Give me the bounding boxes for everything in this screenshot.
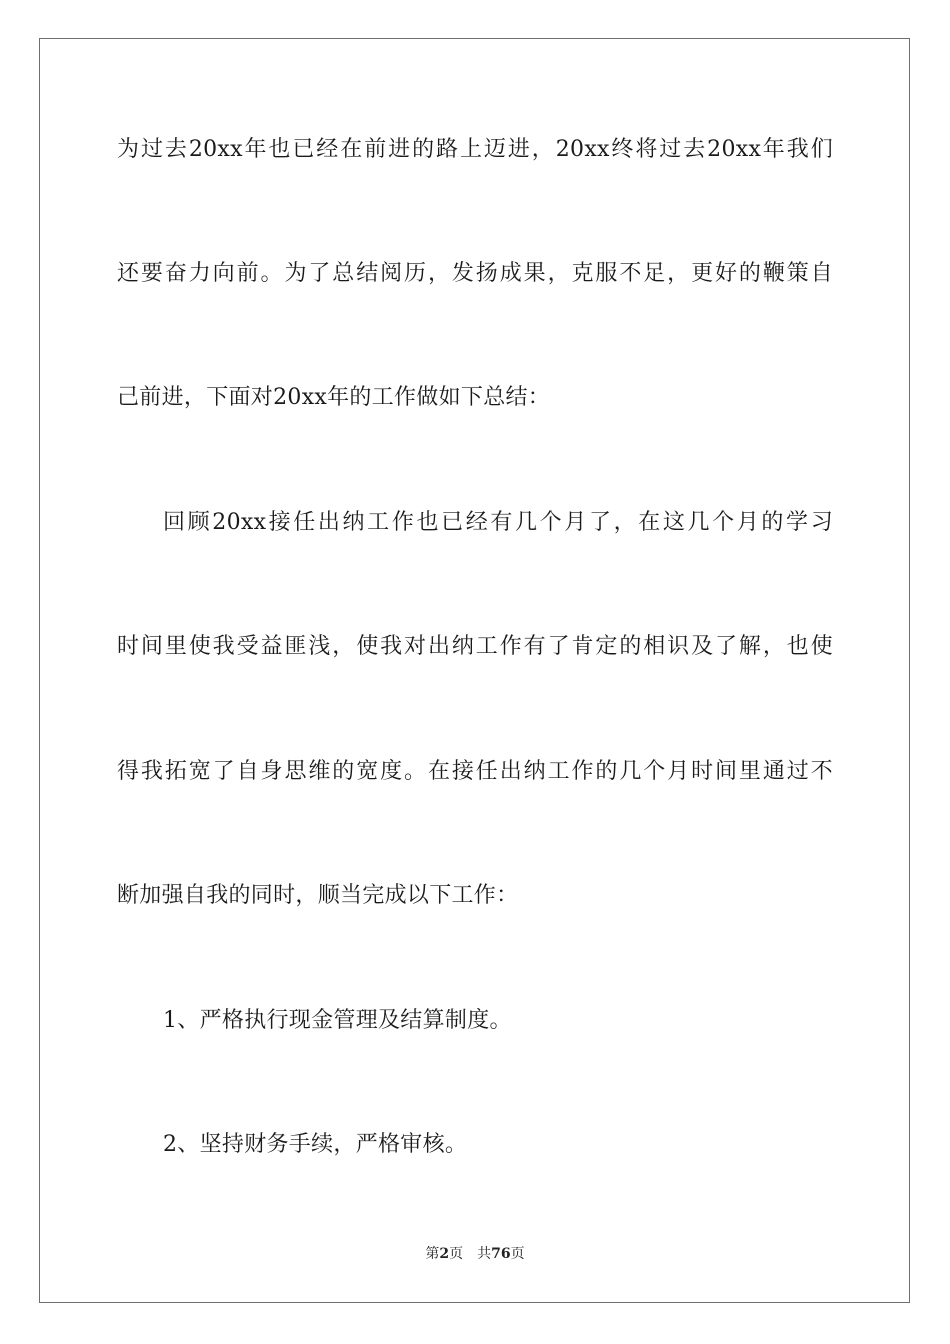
page-prefix: 第 [425,1246,440,1262]
paragraph-line-1: 为过去20xx年也已经在前进的路上迈进，20xx终将过去20xx年我们 [117,137,833,162]
total-prefix: 共 [477,1246,492,1262]
page-border [39,38,910,1303]
page-footer [0,1245,950,1263]
total-pages: 76 [491,1246,511,1262]
list-item-2: 2、坚持财务手续，严格审核。 [163,1132,468,1157]
paragraph-line-7: 断加强自我的同时，顺当完成以下工作： [117,883,519,908]
total-suffix: 页 [510,1246,525,1262]
page-suffix: 页 [449,1246,464,1262]
paragraph-line-3: 己前进，下面对20xx年的工作做如下总结： [117,385,551,410]
paragraph-line-4: 回顾20xx接任出纳工作也已经有几个月了，在这几个月的学习 [163,510,833,535]
list-item-1: 1、严格执行现金管理及结算制度。 [163,1008,512,1033]
paragraph-line-6: 得我拓宽了自身思维的宽度。在接任出纳工作的几个月时间里通过不 [117,759,833,784]
page-number: 2 [439,1246,450,1262]
paragraph-line-2: 还要奋力向前。为了总结阅历，发扬成果，克服不足，更好的鞭策自 [117,261,833,286]
paragraph-line-5: 时间里使我受益匪浅，使我对出纳工作有了肯定的相识及了解，也使 [117,634,833,659]
